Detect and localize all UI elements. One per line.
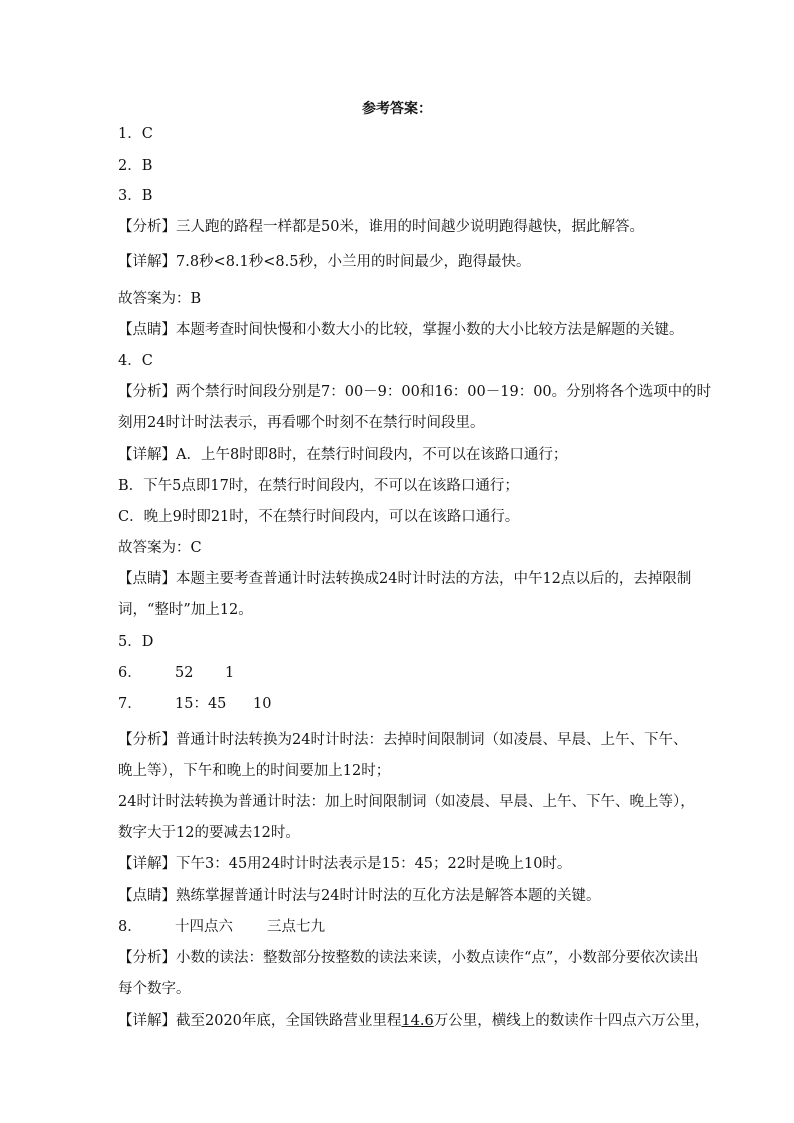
answer-blank-2: 10: [253, 696, 272, 712]
analysis-line: 刻用24时计时法表示，再看哪个时刻不在禁行时间段里。: [118, 415, 485, 431]
detail-line: [118, 1011, 710, 1031]
analysis-line: 晚上等），下午和晚上的时间要加上12时；: [118, 763, 391, 779]
detail-text-pre: 【详解】截至2020年底，全国铁路营业里程: [118, 1013, 402, 1029]
answer-line: 3．B: [118, 188, 153, 204]
answer-line: 故答案为：B: [118, 291, 202, 307]
comment-line: 【点睛】本题主要考查普通计时法转换成24时计时法的方法，中午12点以后的，去掉限制: [118, 571, 692, 587]
question-number: 7．: [118, 696, 142, 712]
answer-blank-2: 1: [225, 665, 235, 681]
answer-blank-1: 52: [175, 665, 194, 681]
analysis-line: 【分析】两个禁行时间段分别是7：00－9：00和16：00－19：00。分别将各个选项中的时: [118, 384, 712, 400]
detail-text-post: 万公里，横线上的数读作十四点六万公里，: [433, 1013, 710, 1029]
analysis-line: 数字大于12的要减去12时。: [118, 825, 300, 841]
analysis-line: 每个数字。: [118, 981, 191, 997]
answer-blank-1: 15：45: [175, 696, 227, 712]
underlined-number: 14.6: [401, 1013, 434, 1029]
page-title: 参考答案：: [362, 101, 432, 117]
question-number: 8．: [118, 919, 142, 935]
comment-line: 【点睛】熟练掌握普通计时法与24时计时法的互化方法是解答本题的关键。: [118, 888, 601, 904]
answer-blank-2: 三点七九: [267, 919, 325, 935]
detail-line: 【详解】A．上午8时即8时，在禁行时间段内，不可以在该路口通行；: [118, 447, 568, 463]
comment-line: 词，“整时”加上12。: [118, 602, 253, 618]
comment-line: 【点睛】本题考查时间快慢和小数大小的比较，掌握小数的大小比较方法是解题的关键。: [118, 322, 684, 338]
answer-line-q7: [118, 694, 688, 714]
detail-line: 【详解】下午3：45用24时计时法表示是15：45；22时是晚上10时。: [118, 856, 572, 872]
analysis-line: 24时计时法转换为普通计时法：加上时间限制词（如凌晨、早晨、上午、下午、晚上等），: [118, 794, 695, 810]
answer-line: 2．B: [118, 158, 153, 174]
answer-line: 1．C: [118, 126, 153, 142]
answer-blank-1: 十四点六: [175, 919, 233, 935]
answer-line: 故答案为：C: [118, 540, 202, 556]
answer-line-q6: [118, 663, 688, 683]
question-number: 6．: [118, 665, 142, 681]
analysis-line: 【分析】普通计时法转换为24时计时法：去掉时间限制词（如凌晨、早晨、上午、下午、: [118, 732, 688, 748]
detail-line: C．晚上9时即21时，不在禁行时间段内，可以在该路口通行。: [118, 509, 520, 525]
answer-line: 5．D: [118, 634, 154, 650]
analysis-line: 【分析】三人跑的路程一样都是50米，谁用的时间越少说明跑得越快，据此解答。: [118, 219, 644, 235]
detail-line: B．下午5点即17时，在禁行时间段内，不可以在该路口通行；: [118, 478, 519, 494]
answer-line: 4．C: [118, 353, 153, 369]
detail-line: 【详解】7.8秒<8.1秒<8.5秒，小兰用的时间最少，跑得最快。: [118, 254, 531, 270]
analysis-line: 【分析】小数的读法：整数部分按整数的读法来读，小数点读作“点”，小数部分要依次读出: [118, 950, 699, 966]
answer-line-q8: [118, 917, 688, 937]
